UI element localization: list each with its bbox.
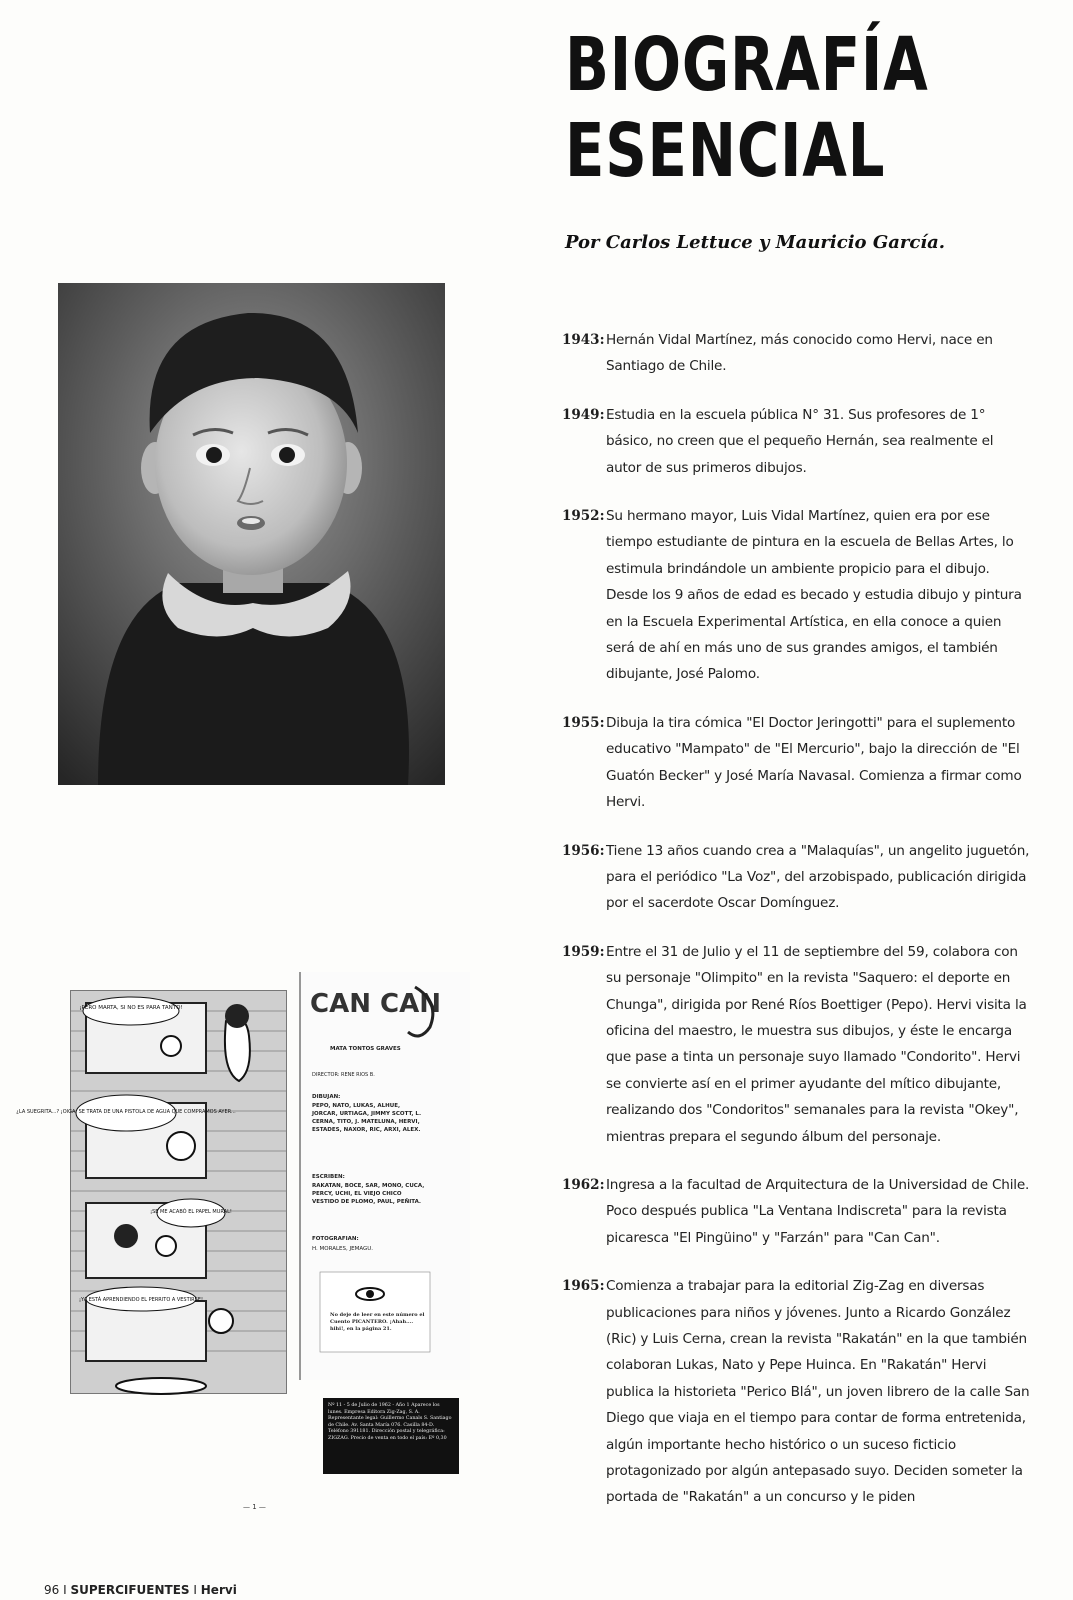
entry-year: 1943: [562, 332, 605, 348]
timeline-entry-1949 [562, 402, 1032, 481]
publication-info-text: Nº 11 - 5 de Julio de 1962 - Año 1 Aparece los lunes. Empresa Editora Zig-Zag, S. A. Representante legal: Guillermo Canals S. Santiago de Chile. Av. Santa María 076. Casilla 84-D. Teléfono 391181. Dirección postal y telegráfica: ZIGZAG. Precio de venta en todo el país: Eº 0,30 [328, 1403, 452, 1441]
entry-text: Dibuja la tira cómica "El Doctor Jeringotti" para el suplemento educativo "Mampato" de "El Mercurio", bajo la dirección de "El Guatón Becker" y José María Navasal. Comienza a firmar como Hervi. [606, 714, 1022, 811]
can-can-subtitle: MATA TONTOS GRAVES [330, 1046, 401, 1052]
comic-bubble-2: ¿LA SUEGRITA...? ¡OIGA, SE TRATA DE UNA PISTOLA DE AGUA QUE COMPRAMOS AYER... [16, 1109, 236, 1115]
page-footer [44, 1583, 237, 1597]
entry-text: Tiene 13 años cuando crea a "Malaquías", un angelito juguetón, para el periódico "La Voz", del arzobispado, publicación dirigida por el sacerdote Oscar Domínguez. [606, 842, 1030, 912]
comic-bubble-3: ¡SE ME ACABÓ EL PAPEL MURAL! [150, 1209, 232, 1215]
entry-text: Hernán Vidal Martínez, más conocido como Hervi, nace en Santiago de Chile. [606, 332, 993, 375]
clipping-page-number: — 1 — [243, 1503, 266, 1511]
biography-timeline [562, 327, 1032, 1533]
publication-info-box [323, 1398, 459, 1474]
can-can-director: DIRECTOR: RENE RIOS B. [312, 1072, 375, 1078]
promo-text: No deje de leer en este número el Cuento PICANTERO. ¡Ahah.... hihi!, en la página 21. [330, 1312, 425, 1332]
entry-text: Su hermano mayor, Luis Vidal Martínez, quien era por ese tiempo estudiante de pintura en la escuela de Bellas Artes, lo estimula brindándole un ambiente propicio para el dibujo. Desde los 9 años de edad es becado y estudia dibujo y pintura en la Escuela Experimental Artística, en ella conoce a quien será de ahí en más uno de sus grandes amigos, el también dibujante, José Palomo. [606, 508, 1022, 683]
entry-year: 1952: [562, 508, 605, 525]
footer-page-number: 96 [44, 1583, 60, 1597]
entry-text: Estudia en la escuela pública N° 31. Sus profesores de 1° básico, no creen que el pequeño Hernán, sea realmente el autor de sus primeros dibujos. [606, 406, 994, 476]
timeline-entry-1943 [562, 327, 1032, 380]
dibujan-list: PEPO, NATO, LUKAS, ALHUE, JORCAR, URTIAGA, JIMMY SCOTT, L. CERNA, TITO, J. MATELUNA, HERVI, ESTADES, NAXOR, RIC, ARXI, ALEX. [312, 1103, 422, 1133]
comic-strip-clipping [16, 990, 287, 1394]
entry-text: Entre el 31 de Julio y el 11 de septiembre del 59, colabora con su personaje "Olimpito" en la revista "Saquero: el deporte en Chunga", dirigida por René Ríos Boettiger (Pepo). Hervi visita la oficina del maestro, le muestra sus dibujos, y éste le encarga que pase a tinta un personaje suyo llamado "Condorito". Hervi se convierte así en el primer ayudante del mítico dibujante, realizando dos "Condoritos" semanales para la revista "Okey", mientras prepara el segundo álbum del personaje. [606, 943, 1027, 1145]
footer-magazine: SUPERCIFUENTES [70, 1583, 190, 1597]
entry-year: 1965: [562, 1278, 605, 1295]
child-portrait-photo [58, 283, 445, 785]
fotografian-list: H. MORALES, JEMAGU. [312, 1246, 374, 1252]
timeline-entry-1962 [562, 1172, 1032, 1251]
comic-bubble-4: ¡YA ESTÁ APRENDIENDO EL PERRITO A VESTIRSE! [79, 1297, 203, 1303]
title-line-2: ESENCIAL [565, 108, 886, 194]
entry-year: 1962: [562, 1176, 605, 1193]
page-title [565, 22, 929, 194]
footer-section: Hervi [200, 1583, 237, 1597]
escriben-list: RAKATAN, BOCE, SAR, MONO, CUCA, PERCY, UCHI, EL VIEJO CHICO VESTIDO DE PLOMO, PAUL, PEÑITA. [312, 1183, 425, 1205]
can-can-credits-drawing [300, 972, 470, 1380]
dibujan-label: DIBUJAN: [312, 1094, 341, 1100]
can-can-masthead: CAN CAN [310, 989, 441, 1019]
entry-year: 1949: [562, 406, 605, 423]
timeline-entry-1955 [562, 710, 1032, 816]
title-line-1: BIOGRAFÍA [565, 22, 929, 108]
entry-year: 1959: [562, 943, 605, 960]
footer-separator: I [63, 1583, 71, 1597]
timeline-entry-1965 [562, 1273, 1032, 1511]
entry-text: Comienza a trabajar para la editorial Zig-Zag en diversas publicaciones para niños y jóvenes. Junto a Ricardo González (Ric) y Luis Cerna, crean la revista "Rakatán" en la que también colaboran Lukas, Nato y Pepe Huinca. En "Rakatán" Hervi publica la historieta "Perico Blá", un joven librero de la calle San Diego que viaja en el tiempo para contar de forma entretenida, algún importante hecho histórico o un suceso ficticio protagonizado por algún antepasado suyo. Deciden someter la portada de "Rakatán" a un concurso y le piden [606, 1278, 1030, 1506]
comic-bubble-1: ¡PERO MARTA, SI NO ES PARA TANTO! [79, 1005, 183, 1011]
child-portrait-drawing [58, 283, 445, 785]
timeline-entry-1952 [562, 503, 1032, 688]
entry-year: 1956: [562, 842, 605, 859]
timeline-entry-1956 [562, 838, 1032, 917]
entry-text: Ingresa a la facultad de Arquitectura de la Universidad de Chile. Poco después publica "La Ventana Indiscreta" para la revista picaresca "El Pingüino" y "Farzán" para "Can Can". [606, 1176, 1030, 1246]
timeline-entry-1959 [562, 939, 1032, 1150]
comic-strip-drawing [16, 991, 286, 1393]
escriben-label: ESCRIBEN: [312, 1174, 345, 1180]
footer-separator: I [193, 1583, 201, 1597]
fotografian-label: FOTOGRAFIAN: [312, 1236, 359, 1242]
can-can-credits-clipping [300, 972, 470, 1380]
byline: Por Carlos Lettuce y Mauricio García. [565, 232, 946, 253]
entry-year: 1955: [562, 714, 605, 731]
